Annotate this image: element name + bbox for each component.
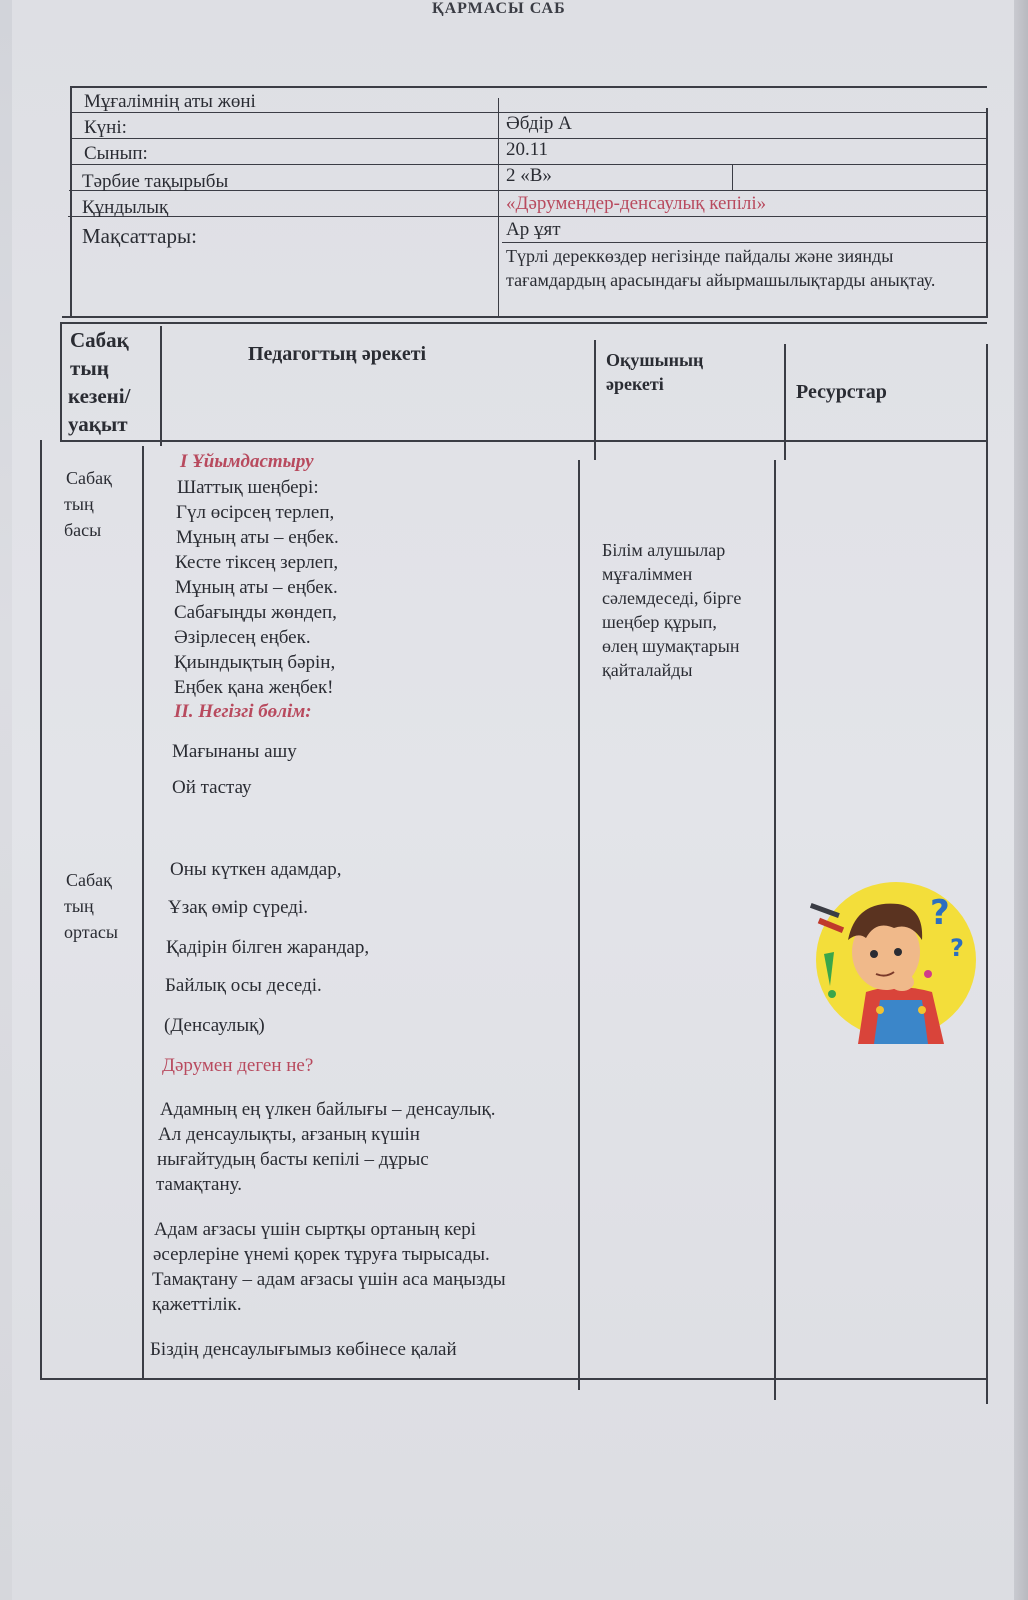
stage-header-line: уақыт bbox=[68, 412, 128, 436]
student-action-line: өлең шумақтарын bbox=[602, 636, 740, 656]
cut-off-header: ҚАРМАСЫ САБ bbox=[432, 0, 566, 16]
student-action-line: сәлемдеседі, бірге bbox=[602, 588, 742, 608]
student-action-header: әрекеті bbox=[606, 374, 664, 394]
paragraph3-text: Біздің денсаулығымыз көбінесе қалай bbox=[150, 1339, 457, 1360]
stage-start-line: басы bbox=[64, 520, 102, 540]
paragraph2-line: қажеттілік. bbox=[152, 1294, 242, 1315]
value-value: Ар ұят bbox=[506, 219, 561, 240]
class-label: Сынып: bbox=[84, 143, 148, 164]
poem-line: Сабағыңды жөндеп, bbox=[174, 602, 337, 623]
brainstorm-text: Ой тастау bbox=[172, 777, 252, 798]
stage-middle-line: Сабақ bbox=[66, 870, 112, 890]
teacher-action-header: Педагогтың әрекеті bbox=[248, 343, 427, 365]
value-label: Құндылық bbox=[82, 197, 169, 218]
svg-text:?: ? bbox=[950, 934, 964, 962]
stage-middle-line: ортасы bbox=[64, 922, 118, 942]
paragraph1-line: нығайтудың басты кепілі – дұрыс bbox=[157, 1149, 429, 1170]
class-value: 2 «В» bbox=[506, 165, 552, 186]
poem-line: Гүл өсірсең терлеп, bbox=[176, 502, 335, 523]
poem-line: Кесте тіксең зерлеп, bbox=[175, 552, 339, 573]
goals-value: Түрлі дереккөздер негізінде пайдалы және зиянды тағамдардың арасындағы айырмашылықтарды анықтау. bbox=[506, 246, 936, 290]
paragraph2-line: әсерлеріне үнемі қорек тұруға тырысады. bbox=[153, 1244, 490, 1265]
student-action-line: мұғаліммен bbox=[602, 564, 693, 584]
riddle-line: Ұзақ өмір сүреді. bbox=[168, 897, 309, 918]
date-label: Күні: bbox=[84, 117, 127, 138]
paragraph2-line: Адам ағзасы үшін сыртқы ортаның кері bbox=[154, 1219, 477, 1240]
lesson-plan-page bbox=[12, 0, 1017, 1600]
poem-title: Шаттық шеңбері: bbox=[177, 477, 319, 498]
paragraph1-line: Адамның ең үлкен байлығы – денсаулық. bbox=[160, 1099, 496, 1120]
poem-line: Мұның аты – еңбек. bbox=[176, 527, 339, 548]
section1-title: І Ұйымдастыру bbox=[180, 451, 314, 472]
riddle-line: Байлық осы деседі. bbox=[165, 975, 322, 996]
meaning-text: Мағынаны ашу bbox=[172, 741, 297, 762]
stage-start-line: Сабақ bbox=[66, 468, 112, 488]
stage-middle-line: тың bbox=[64, 896, 94, 916]
riddle-answer: (Денсаулық) bbox=[164, 1015, 265, 1036]
page-shadow bbox=[1014, 0, 1028, 1600]
thinking-boy-icon bbox=[810, 882, 978, 1044]
student-action-line: шеңбер құрып, bbox=[602, 612, 717, 632]
stage-header-line: тың bbox=[70, 356, 109, 380]
riddle-line: Оны күткен адамдар, bbox=[170, 859, 342, 880]
paragraph2-line: Тамақтану – адам ағзасы үшін аса маңызды bbox=[152, 1269, 506, 1290]
riddle-line: Қадірін білген жарандар, bbox=[166, 937, 370, 958]
student-action-line: қайталайды bbox=[602, 660, 693, 680]
date-value: 20.11 bbox=[506, 139, 549, 160]
goals-label: Мақсаттары: bbox=[82, 224, 197, 248]
poem-line: Еңбек қана жеңбек! bbox=[174, 677, 334, 698]
student-action-header: Оқушының bbox=[606, 350, 704, 370]
vitamin-question: Дәрумен деген не? bbox=[162, 1055, 314, 1076]
section2-title: ІІ. Негізгі бөлім: bbox=[174, 701, 312, 722]
resources-header: Ресурстар bbox=[796, 381, 887, 403]
poem-line: Әзірлесең еңбек. bbox=[174, 627, 311, 648]
teacher-name-value: Әбдір А bbox=[506, 113, 572, 134]
poem-line: Қиындықтың бәрін, bbox=[174, 652, 336, 673]
teacher-name-label: Мұғалімнің аты жөні bbox=[84, 91, 256, 112]
stage-header-line: кезені/ bbox=[68, 384, 131, 408]
poem-line: Мұның аты – еңбек. bbox=[175, 577, 338, 598]
topic-value: «Дәрумендер-денсаулық кепілі» bbox=[506, 193, 767, 214]
paragraph1-line: тамақтану. bbox=[156, 1174, 243, 1195]
student-action-line: Білім алушылар bbox=[602, 540, 726, 560]
stage-header-line: Сабақ bbox=[70, 328, 129, 352]
stage-start-line: тың bbox=[64, 494, 94, 514]
paragraph1-line: Ал денсаулықты, ағзаның күшін bbox=[158, 1124, 420, 1145]
svg-text:?: ? bbox=[930, 893, 950, 933]
topic-label: Тәрбие тақырыбы bbox=[82, 171, 229, 192]
